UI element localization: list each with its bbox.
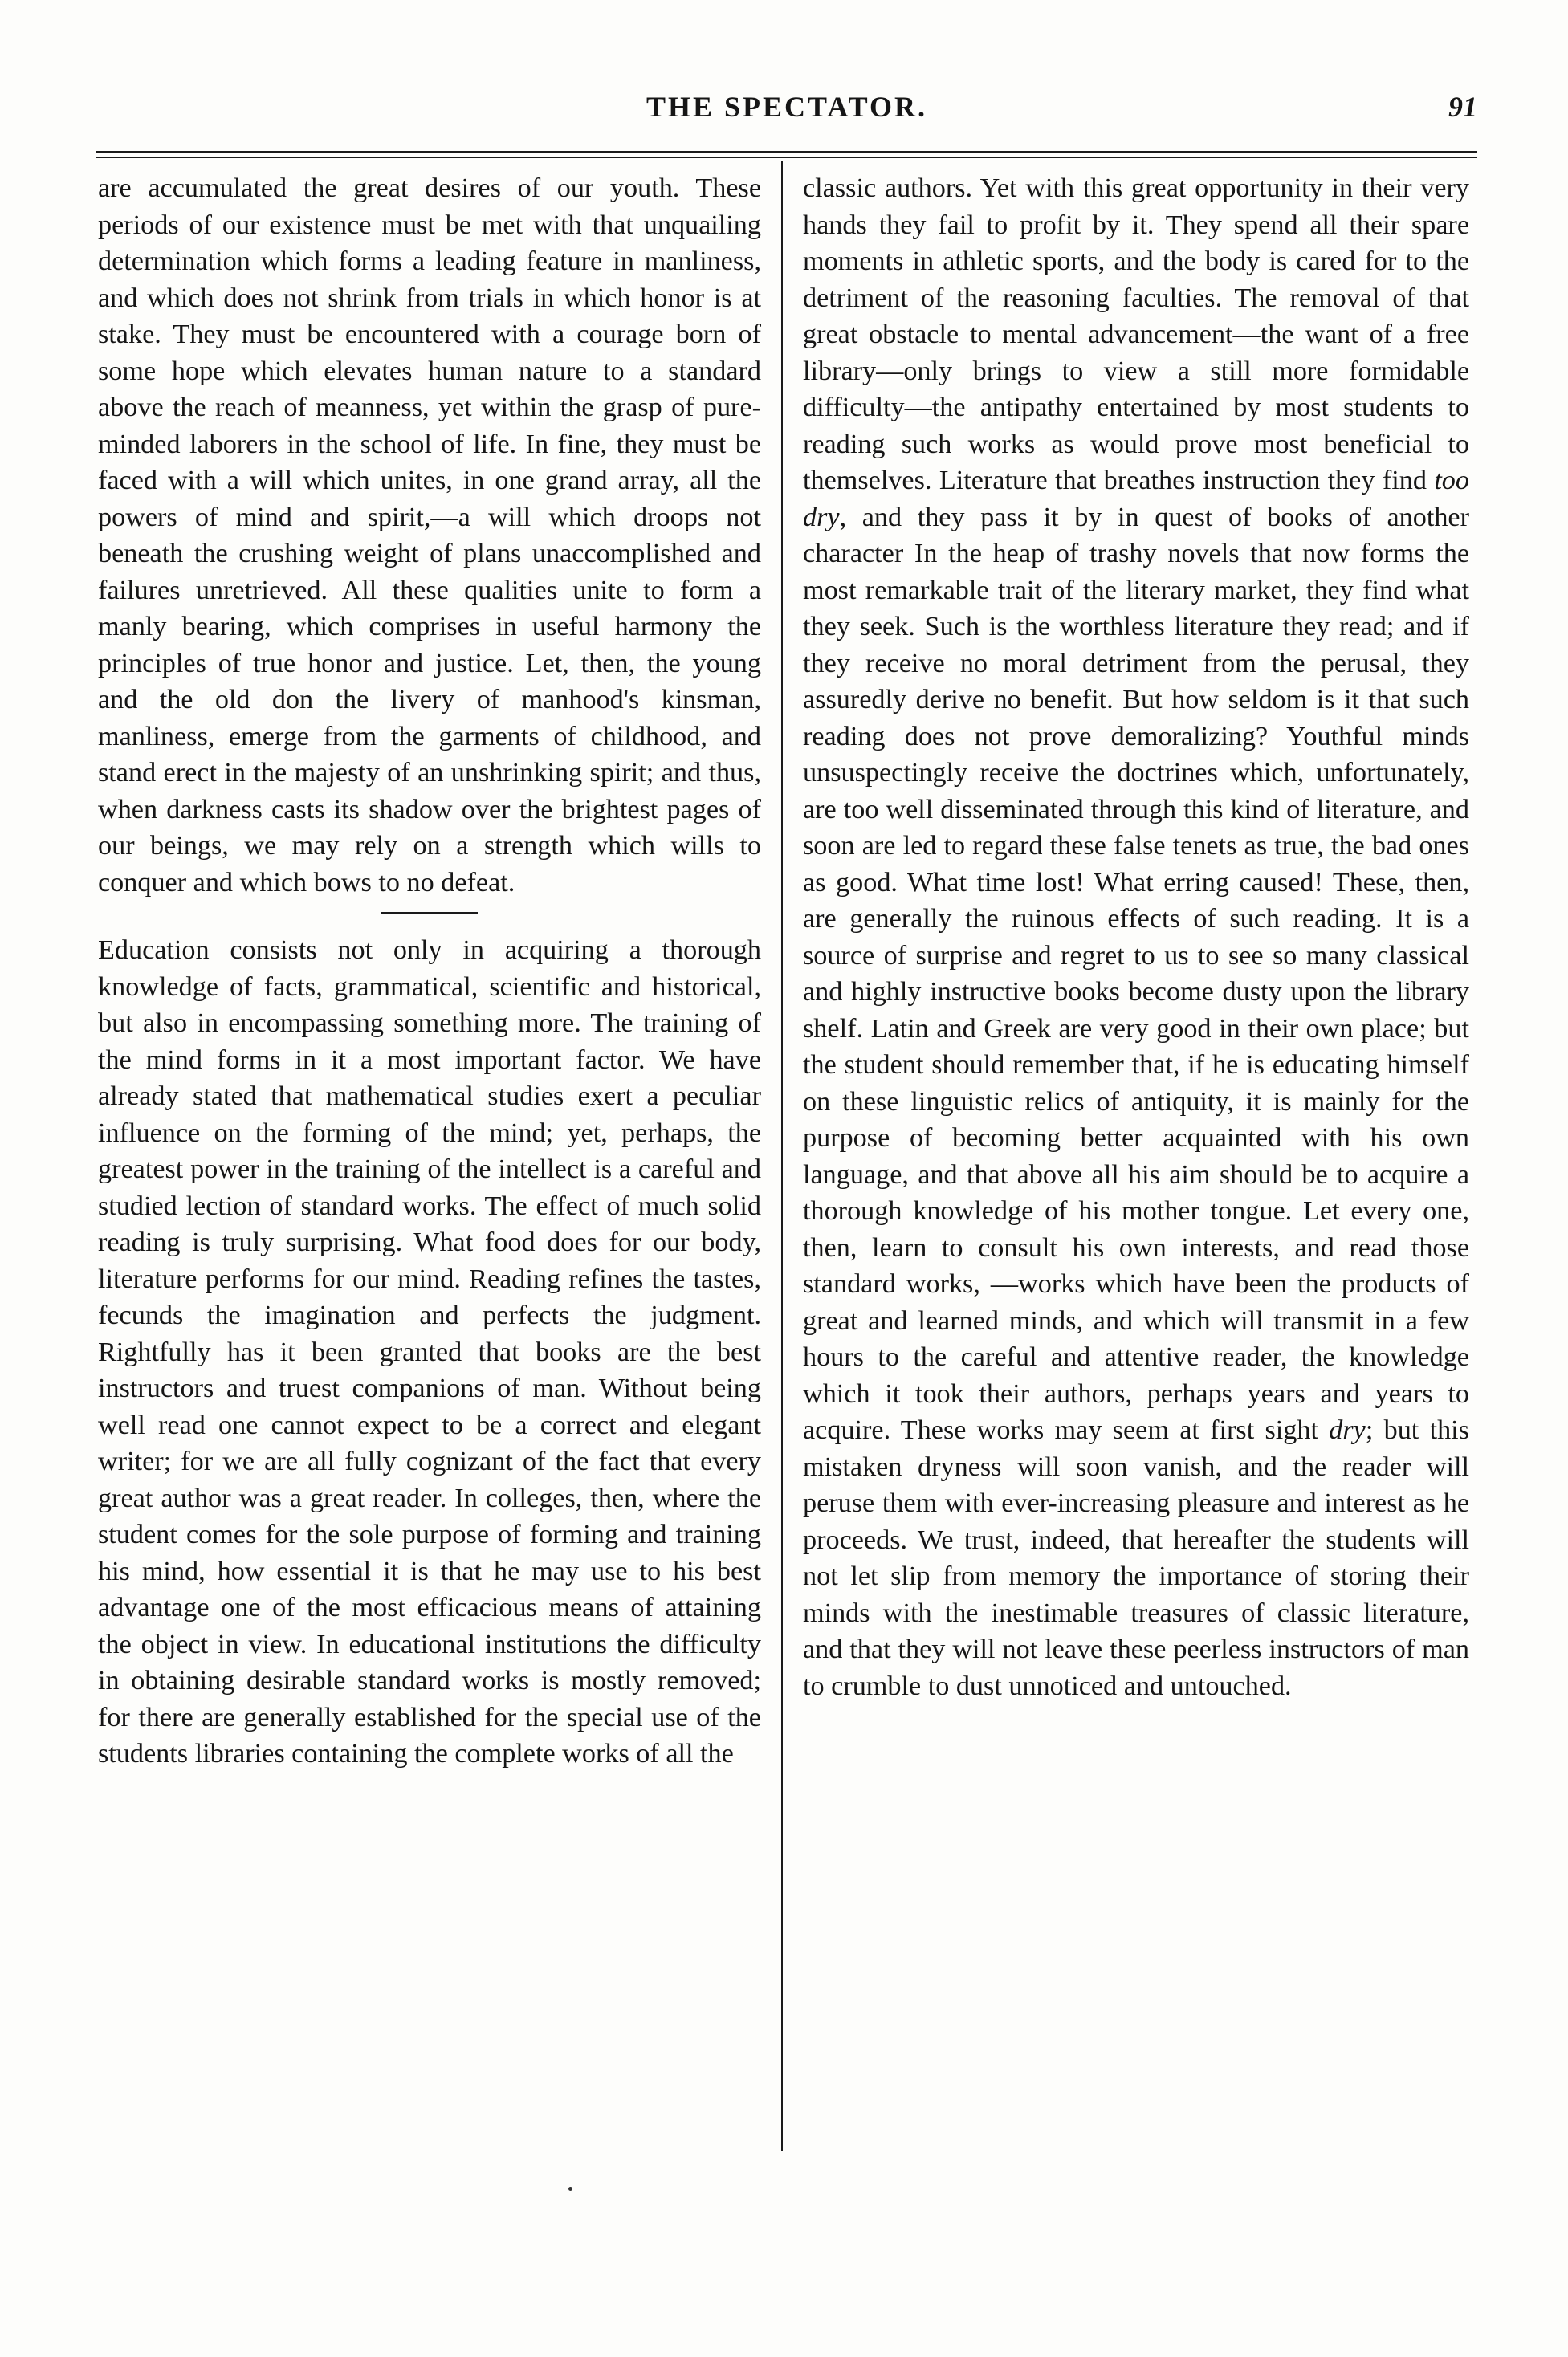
column-divider: [781, 161, 783, 2151]
header-rule-thin: [96, 157, 1477, 158]
italic-phrase: dry: [1329, 1415, 1366, 1445]
article-paragraph-reading: [803, 170, 1469, 1704]
page-number: 91: [1448, 91, 1477, 123]
text-segment: classic authors. Yet with this great opportunity in their very hands they fail to profit by it. They spend all their spare moments in athletic sports, and the body is cared for to the detriment of the reasoning faculties. The removal of that great obstacle to mental advancement—the want of a free library—only brings to view a still more formidable difficulty—the antipathy entertained by most students to reading such works as would prove most beneficial to themselves. Literature that breathes instruction they find: [803, 173, 1469, 495]
right-column: [803, 170, 1469, 1704]
article-paragraph-manliness: are accumulated the great desires of our youth. These periods of our existence must be met with that unquailing determination which forms a leading feature in manliness, and which does not shrink from trials in which honor is at stake. They must be encountered with a courage born of some hope which elevates human nature to a standard above the reach of meanness, yet within the grasp of pure-minded laborers in the school of life. In fine, they must be faced with a will which unites, in one grand array, all the powers of mind and spirit,—a will which droops not beneath the crushing weight of plans unaccomplished and failures unretrieved. All these qualities unite to form a manly bearing, which comprises in useful harmony the principles of true honor and justice. Let, then, the young and the old don the livery of manhood's kinsman, manliness, emerge from the garments of childhood, and stand erect in the majesty of an unshrinking spirit; and thus, when darkness casts its shadow over the brightest pages of our beings, we may rely on a strength which wills to conquer and which bows to no defeat.: [98, 173, 761, 898]
left-column: [98, 170, 761, 1773]
masthead-title: THE SPECTATOR.: [646, 91, 928, 123]
article-paragraph-education: Education consists not only in acquiring a thorough knowledge of facts, grammatical, scientific and historical, but also in encompassing something more. The training of the mind forms in it a most important factor. We have already stated that mathematical studies exert a peculiar influence on the forming of the mind; yet, perhaps, the greatest power in the training of the intellect is a careful and studied lection of standard works. The effect of much solid reading is truly surprising. What food does for our body, literature performs for our mind. Reading refines the tastes, fecunds the imagination and perfects the judgment. Rightfully has it been granted that books are the best instructors and truest companions of man. Without being well read one cannot expect to be a correct and elegant writer; for we are all fully cognizant of the fact that every great author was a great reader. In colleges, then, where the student comes for the sole purpose of forming and training his mind, how essential it is that he may use to his best advantage one of the most efficacious means of attaining the object in view. In educational institutions the difficulty in obtaining desirable standard works is mostly removed; for there are generally established for the special use of the students libraries containing the complete works of all the: [98, 935, 761, 1769]
print-speck: [568, 2187, 572, 2191]
italic-phrase: too dry: [803, 466, 1469, 532]
page-header: [96, 90, 1477, 138]
header-rule: [96, 151, 1477, 153]
text-segment: , and they pass it by in quest of books of another character In the heap of trashy novels that now forms the most remarkable trait of the literary market, they find what they seek. Such is the worthless literature they read; and if they receive no moral detriment from the perusal, they assuredly derive no benefit. But how seldom is it that such reading does not prove demoralizing? Youthful minds unsuspectingly receive the doctrines which, unfortunately, are too well disseminated through this kind of literature, and soon are led to regard these false tenets as true, the bad ones as good. What time lost! What erring caused! These, then, are generally the ruinous effects of such reading. It is a source of surprise and regret to us to see so many classical and highly instructive books become dusty upon the library shelf. Latin and Greek are very good in their own place; but the student should remember that, if he is educating himself on these linguistic relics of antiquity, it is mainly for the purpose of becoming better acquainted with his own language, and that above all his aim should be to acquire a thorough knowledge of his mother tongue. Let every one, then, learn to consult his own interests, and read those standard works, —works which have been the products of great and learned minds, and which will transmit in a few hours to the careful and attentive reader, the knowledge which it took their authors, perhaps years and years to acquire. These works may seem at first sight: [803, 502, 1469, 1445]
section-divider: [381, 912, 478, 914]
text-segment: ; but this mistaken dryness will soon vanish, and the reader will peruse them with ever-increasing pleasure and interest as he proceeds. We trust, indeed, that hereafter the students will not let slip from memory the importance of storing their minds with the inestimable treasures of classic literature, and that they will not leave these peerless instructors of man to crumble to dust unnoticed and untouched.: [803, 1415, 1469, 1701]
